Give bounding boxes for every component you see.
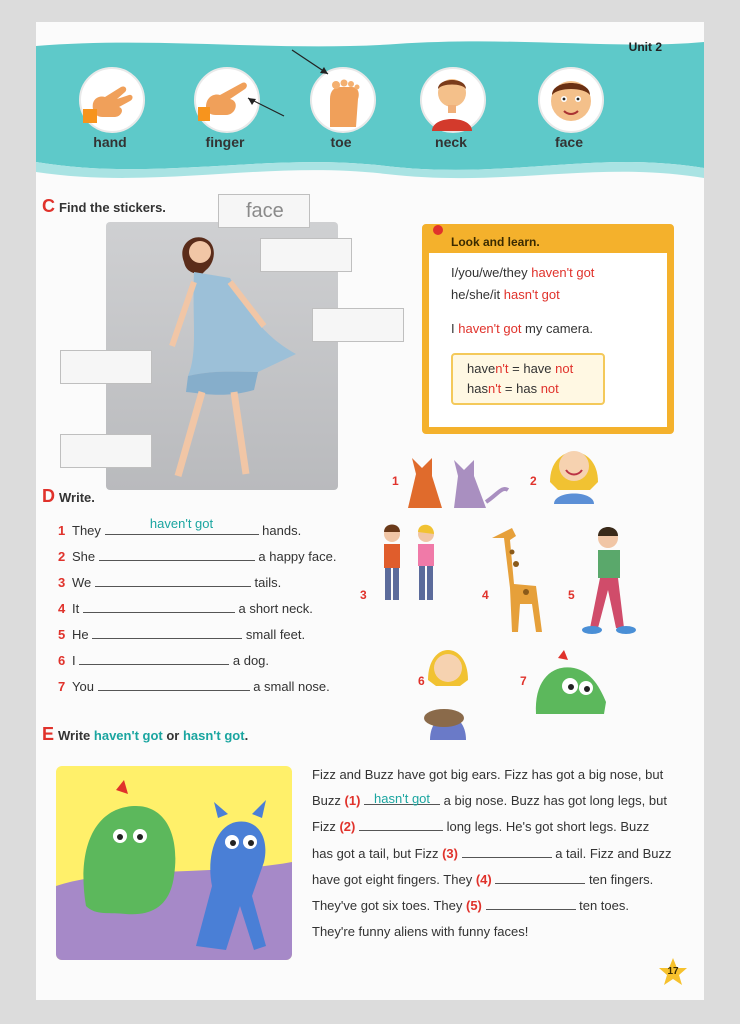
section-d-heading: [42, 486, 95, 507]
contraction-has: [467, 381, 559, 396]
section-e-title-start: Write: [58, 728, 94, 743]
sticker-slot-2[interactable]: [260, 238, 352, 272]
section-d-letter: D: [42, 486, 55, 506]
grammar-line-1-subject: I/you/we/they: [451, 265, 532, 280]
page-number-star: [658, 957, 688, 987]
unit-label: Unit 2: [628, 40, 662, 54]
vocab-label-neck: neck: [435, 134, 467, 150]
grammar-line-2: [451, 287, 560, 302]
section-e-title-option-2: hasn't got: [182, 728, 245, 743]
story-text-5: ten fingers. They've got six toes. They: [312, 871, 654, 914]
look-and-learn-box: [422, 224, 674, 434]
item-number: 7: [58, 679, 66, 694]
contraction-has-not: not: [540, 381, 559, 396]
grammar-line-1-verb: haven't got: [531, 265, 595, 280]
vocabulary-header: [36, 22, 704, 182]
pin-icon: [433, 225, 443, 235]
story-text-4: a tail. Fizz and Buzz have got eight fingers. They: [312, 845, 672, 887]
grammar-example-subject: I: [451, 321, 459, 336]
answer-text: haven't got: [149, 516, 214, 531]
gap-number-1: (1): [344, 793, 361, 809]
write-item: [58, 626, 305, 644]
gap-2-blank[interactable]: [359, 818, 443, 831]
gap-1-answer: hasn't got: [374, 791, 431, 807]
contraction-has-equals: = has: [501, 381, 541, 396]
answer-blank[interactable]: [79, 652, 229, 665]
item-ending: hands.: [262, 523, 302, 538]
item-subject: They: [72, 523, 101, 538]
picture-number: 2: [530, 474, 537, 488]
contraction-have: [467, 361, 573, 376]
section-c-title: Find the stickers.: [59, 200, 166, 215]
sticker-slot-3[interactable]: [312, 308, 404, 342]
gap-5-blank[interactable]: [486, 897, 576, 910]
contraction-have-not: not: [555, 361, 574, 376]
picture-number: 4: [482, 588, 489, 602]
item-ending: small feet.: [245, 627, 306, 642]
item-subject: You: [72, 679, 94, 694]
picture-number: 7: [520, 674, 527, 688]
boy-face-picture: [538, 67, 604, 133]
write-item: [58, 678, 330, 696]
section-c-letter: C: [42, 196, 55, 216]
item-subject: He: [72, 627, 89, 642]
contraction-has-suffix: n't: [487, 381, 502, 396]
item-subject: I: [72, 653, 76, 668]
look-and-learn-header: [429, 231, 667, 253]
grammar-example-verb: haven't got: [458, 321, 522, 336]
gap-number-2: (2): [339, 819, 356, 835]
gap-number-3: (3): [442, 845, 458, 861]
two-children-picture: [376, 522, 446, 612]
story-text-3: long legs. He's got short legs. Buzz has got a tail, but Fizz: [312, 819, 650, 861]
story-text-2: a big nose. Buzz has got long legs, but Fizz: [312, 793, 667, 835]
item-number: 4: [58, 601, 66, 616]
item-subject: She: [72, 549, 96, 564]
alien-story-paragraph: [312, 762, 672, 945]
section-e-letter: E: [42, 724, 55, 744]
write-item: [58, 516, 302, 540]
picture-number: 5: [568, 588, 575, 602]
grammar-line-1: [451, 265, 594, 280]
item-ending: a small nose.: [253, 679, 330, 694]
item-number: 3: [58, 575, 66, 590]
giraffe-picture: [486, 524, 552, 642]
picture-number: 6: [418, 674, 425, 688]
contraction-has-base: has: [467, 381, 488, 396]
girl-with-dog-picture: [414, 636, 480, 740]
section-e-heading: [42, 724, 248, 745]
item-number: 5: [58, 627, 66, 642]
sticker-slot-4[interactable]: [60, 350, 152, 384]
section-e-title-or: or: [162, 728, 183, 743]
answer-blank[interactable]: [83, 600, 235, 613]
boy-neck-picture: [420, 67, 486, 133]
grammar-example-object: my camera.: [521, 321, 593, 336]
item-ending: a happy face.: [258, 549, 337, 564]
answer-blank[interactable]: [95, 574, 251, 587]
page-number: 17: [667, 966, 679, 977]
gap-4-blank[interactable]: [495, 871, 585, 884]
write-item: [58, 548, 336, 566]
cats-picture: [402, 450, 512, 514]
item-number: 2: [58, 549, 66, 564]
contraction-have-equals: = have: [508, 361, 556, 376]
story-text-6: ten toes. They're funny aliens with funny faces!: [312, 898, 629, 940]
section-d-title: Write.: [59, 490, 95, 505]
gap-3-blank[interactable]: [462, 845, 552, 858]
toe-arrow: [290, 48, 340, 88]
picture-number: 1: [392, 474, 399, 488]
section-e-title-option-1: haven't got: [93, 728, 163, 743]
gap-1-blank[interactable]: [364, 792, 440, 805]
vocab-label-hand: hand: [93, 134, 127, 150]
grammar-example: [451, 321, 593, 336]
item-subject: It: [72, 601, 80, 616]
section-c-heading: [42, 196, 166, 217]
grammar-line-2-subject: he/she/it: [451, 287, 504, 302]
boy-standing-picture: [580, 524, 652, 642]
sticker-word-face: face: [246, 200, 284, 222]
look-and-learn-title: Look and learn.: [451, 235, 540, 249]
hand-picture: [79, 67, 145, 133]
answer-blank[interactable]: [98, 678, 250, 691]
grammar-line-2-verb: hasn't got: [503, 287, 560, 302]
sticker-slot-5[interactable]: [60, 434, 152, 468]
gap-number-5: (5): [465, 898, 482, 914]
vocab-label-finger: finger: [205, 134, 245, 150]
picture-number: 3: [360, 588, 367, 602]
write-item: [58, 574, 281, 592]
item-ending: a dog.: [232, 653, 270, 668]
contraction-box: [451, 353, 605, 405]
write-item: [58, 652, 269, 670]
vocab-label-face: face: [554, 134, 584, 150]
item-number: 6: [58, 653, 66, 668]
aliens-picture: [56, 766, 292, 960]
finger-arrow: [244, 96, 304, 136]
item-ending: a short neck.: [238, 601, 313, 616]
section-e-title-end: .: [244, 728, 249, 743]
item-ending: tails.: [254, 575, 282, 590]
answer-blank[interactable]: [92, 626, 242, 639]
answer-blank[interactable]: [99, 548, 255, 561]
write-item: [58, 600, 313, 618]
vocab-label-toe: toe: [330, 134, 352, 150]
answer-blank[interactable]: [105, 516, 259, 535]
item-subject: We: [72, 575, 92, 590]
gap-number-4: (4): [475, 871, 492, 887]
item-number: 1: [58, 523, 66, 538]
contraction-have-base: have: [467, 361, 496, 376]
fizz-and-buzz-illustration: [56, 766, 292, 960]
smiling-girl-picture: [546, 432, 602, 504]
alien-fizz-picture: [530, 650, 610, 722]
workbook-page: [36, 22, 704, 1000]
contraction-have-suffix: n't: [495, 361, 509, 376]
story-text-1: Fizz and Buzz have got big ears. Fizz has got a big nose, but Buzz: [312, 767, 664, 809]
